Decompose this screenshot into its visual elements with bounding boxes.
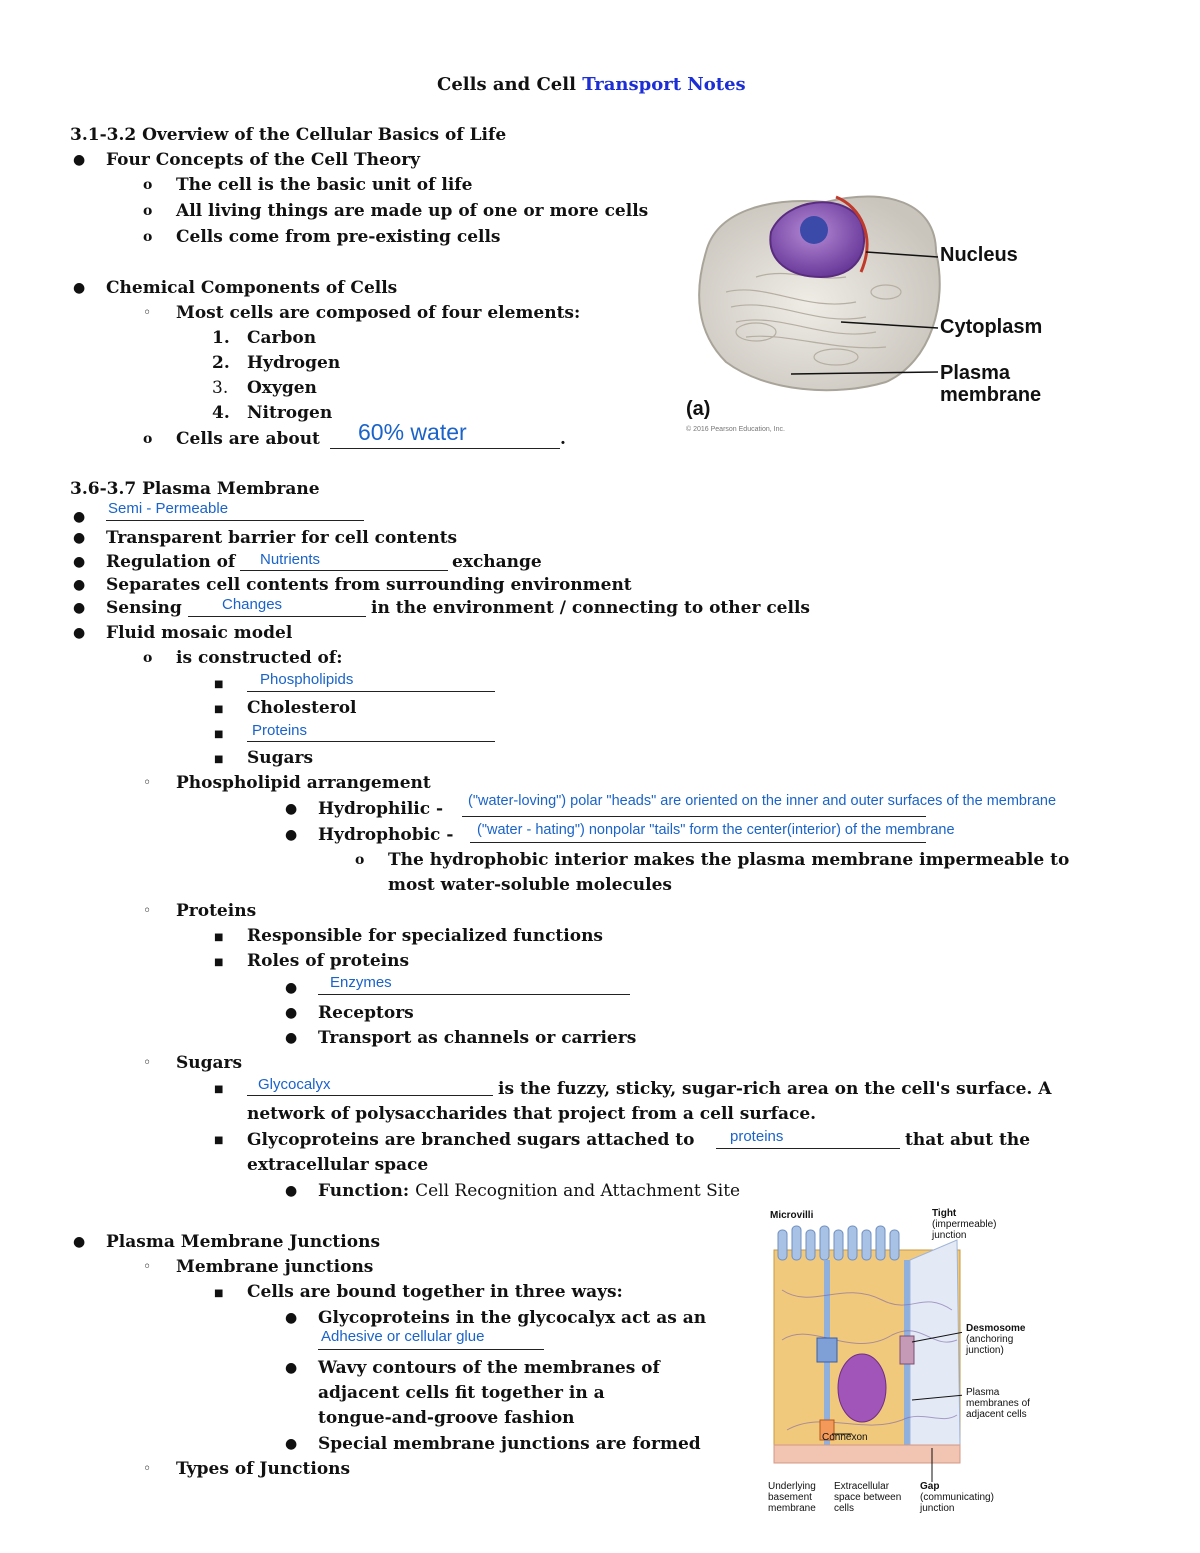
element-num-4: 4. <box>212 403 230 423</box>
concept-2: All living things are made up of one or more cells <box>176 201 649 221</box>
water-answer: 60% water <box>358 419 467 445</box>
fig-label-desmosome-1: Desmosome <box>966 1323 1026 1334</box>
function-label: Function: <box>318 1181 410 1201</box>
bullet-disc: ● <box>285 1183 298 1199</box>
bullet-circle: o <box>355 852 365 868</box>
semi-blank <box>106 520 364 521</box>
changes-blank <box>188 616 366 617</box>
specialized-prefix: Responsible for <box>247 926 396 946</box>
glycocalyx-text-2: network of polysaccharides that project from a cell surface. <box>247 1104 817 1124</box>
phospholipids-blank <box>247 691 495 692</box>
fig-label-extracellular-1: Extracellular <box>834 1481 890 1492</box>
bullet-square: ■ <box>214 957 224 968</box>
fig-label-plasma-2: membranes of <box>966 1398 1030 1409</box>
fluid-mosaic-heading: Fluid mosaic model <box>106 623 293 643</box>
glyco-act-text: Glycoproteins in the glycocalyx act as an <box>318 1308 707 1328</box>
function-text: Cell Recognition and Attachment Site <box>415 1181 741 1201</box>
proteins-heading: Proteins <box>176 901 257 921</box>
fig-label-tight-1: Tight <box>932 1208 957 1219</box>
answer-hydrophobic: ("water - hating") nonpolar "tails" form the center(interior) of the membrane <box>477 822 955 838</box>
regulation-suffix: exchange <box>452 552 542 572</box>
bullet-disc: ● <box>285 801 298 817</box>
fig-label-plasma-1: Plasma <box>966 1387 1000 1398</box>
fig-label-desmosome-3: junction) <box>966 1345 1004 1356</box>
bullet-disc: ● <box>73 600 86 616</box>
fig-label-gap-3: junction <box>920 1503 955 1514</box>
bullet-disc: ● <box>73 530 86 546</box>
element-1: Carbon <box>247 328 317 348</box>
page-title <box>437 74 746 96</box>
proteins-blank <box>247 741 495 742</box>
bullet-square: ■ <box>214 1288 224 1299</box>
specialized-functions-text <box>247 925 603 947</box>
hydrophilic-blank <box>462 816 926 817</box>
bullet-disc: ● <box>73 1234 86 1250</box>
fig-label-plasma: Plasma <box>940 362 1011 384</box>
element-3: Oxygen <box>247 378 317 398</box>
junctions-heading: Plasma Membrane Junctions <box>106 1232 381 1252</box>
fig-label-underlying-1: Underlying <box>768 1481 816 1492</box>
bullet-small-circle: ◦ <box>143 305 152 321</box>
transport-text: Transport as channels or carriers <box>318 1028 637 1048</box>
roles-heading: Roles of proteins <box>247 951 410 971</box>
specialized-bold: specialized functions <box>401 926 604 946</box>
constructed-text: is constructed of: <box>176 648 343 668</box>
hydrophobic-blank <box>470 842 926 843</box>
bullet-disc: ● <box>73 577 86 593</box>
water-suffix: . <box>560 429 566 449</box>
sensing-suffix: in the environment / connecting to other cells <box>371 598 810 618</box>
element-4: Nitrogen <box>247 403 333 423</box>
proteins2-blank <box>716 1148 900 1149</box>
glycoproteins-text-2: extracellular space <box>247 1155 429 1175</box>
fig-label-microvilli: Microvilli <box>770 1210 814 1221</box>
barrier-text: Transparent barrier for cell contents <box>106 528 458 548</box>
bullet-disc: ● <box>285 1005 298 1021</box>
answer-proteins-2: proteins <box>730 1128 784 1145</box>
enzymes-blank <box>318 994 630 995</box>
bullet-square: ■ <box>214 679 224 690</box>
answer-proteins: Proteins <box>252 722 308 739</box>
special-junctions-text: Special membrane junctions are formed <box>318 1434 701 1454</box>
title-part2: Transport Notes <box>582 74 746 95</box>
answer-phospholipids: Phospholipids <box>260 671 354 688</box>
section-heading-plasma-membrane: 3.6-3.7 Plasma Membrane <box>70 479 320 499</box>
cell-theory-heading: Four Concepts of the Cell Theory <box>106 150 421 170</box>
element-num-2: 2. <box>212 353 230 373</box>
bullet-disc: ● <box>285 980 298 996</box>
fig-copyright: © 2016 Pearson Education, Inc. <box>686 426 785 433</box>
adjacent-cell-shape <box>910 1240 960 1445</box>
function-line <box>318 1180 740 1202</box>
sugars-heading: Sugars <box>176 1053 243 1073</box>
types-of-junctions-heading: Types of Junctions <box>176 1459 351 1479</box>
bullet-square: ■ <box>214 1135 224 1146</box>
bullet-small-circle: ◦ <box>143 1055 152 1071</box>
bullet-square: ■ <box>214 704 224 715</box>
bullet-disc: ● <box>73 509 86 525</box>
fig-label-plasma-3: adjacent cells <box>966 1409 1027 1420</box>
answer-adhesive: Adhesive or cellular glue <box>321 1328 485 1345</box>
concept-3: Cells come from pre-existing cells <box>176 227 501 247</box>
bullet-circle: o <box>143 203 153 219</box>
hydrophobic-note-2: most water-soluble molecules <box>388 875 672 895</box>
hydrophobic-label: Hydrophobic - <box>318 825 454 845</box>
wavy-text-1: Wavy contours of the membranes of <box>318 1358 660 1378</box>
glycoproteins-suffix: that abut the <box>905 1130 1031 1150</box>
element-num-3: 3. <box>212 378 229 398</box>
regulation-prefix: Regulation of <box>106 552 236 572</box>
bullet-disc: ● <box>285 827 298 843</box>
cholesterol-text: Cholesterol <box>247 698 357 718</box>
fig-label-gap-1: Gap <box>920 1481 940 1492</box>
sensing-prefix: Sensing <box>106 598 182 618</box>
title-part1: Cells and Cell <box>437 74 576 95</box>
fig-label-cytoplasm: Cytoplasm <box>940 316 1043 338</box>
bullet-circle: o <box>143 177 153 193</box>
element-num-1: 1. <box>212 328 230 348</box>
bound-ways-text: Cells are bound together in three ways: <box>247 1282 623 1302</box>
answer-enzymes: Enzymes <box>330 974 392 991</box>
chemical-components-heading: Chemical Components of Cells <box>106 278 398 298</box>
section-heading-overview: 3.1-3.2 Overview of the Cellular Basics of Life <box>70 125 507 145</box>
bullet-small-circle: ◦ <box>143 775 152 791</box>
receptors-text: Receptors <box>318 1003 414 1023</box>
bullet-disc: ● <box>73 554 86 570</box>
answer-hydrophilic: ("water-loving") polar "heads" are oriented on the inner and outer surfaces of the membrane <box>468 793 1057 809</box>
glycocalyx-blank <box>247 1095 493 1096</box>
bullet-disc: ● <box>73 152 86 168</box>
bullet-circle: o <box>143 229 153 245</box>
answer-semi-permeable: Semi - Permeable <box>108 500 229 517</box>
adhesive-blank <box>318 1349 544 1350</box>
desmosome-shape-left <box>817 1338 837 1362</box>
phospholipid-arrangement-heading: Phospholipid arrangement <box>176 773 431 793</box>
bullet-small-circle: ◦ <box>143 1259 152 1275</box>
bullet-disc: ● <box>285 1436 298 1452</box>
fig-label-underlying-3: membrane <box>768 1503 816 1514</box>
membrane-junctions-heading: Membrane junctions <box>176 1257 374 1277</box>
glycoproteins-prefix: Glycoproteins are branched sugars attached to <box>247 1130 695 1150</box>
bullet-square: ■ <box>214 729 224 740</box>
bullet-disc: ● <box>285 1030 298 1046</box>
answer-nutrients: Nutrients <box>260 551 321 568</box>
bullet-disc: ● <box>73 280 86 296</box>
bullet-disc: ● <box>73 625 86 641</box>
bullet-disc: ● <box>285 1310 298 1326</box>
hydrophilic-label: Hydrophilic - <box>318 799 444 819</box>
fig-label-membrane: membrane <box>940 384 1042 406</box>
water-blank <box>330 448 560 449</box>
fig-label-nucleus: Nucleus <box>940 244 1018 266</box>
separates-text: Separates cell contents from surrounding environment <box>106 575 632 595</box>
fig-label-extracellular-2: space between <box>834 1492 902 1503</box>
concept-1: The cell is the basic unit of life <box>176 175 473 195</box>
cell-nucleus-shape <box>838 1354 886 1422</box>
element-2: Hydrogen <box>247 353 341 373</box>
bullet-small-circle: ◦ <box>143 903 152 919</box>
hydrophobic-note-1: The hydrophobic interior makes the plasma membrane impermeable to <box>388 850 1070 870</box>
fig-label-tight-3: junction <box>932 1230 967 1241</box>
fig-label-gap-2: (communicating) <box>920 1492 994 1503</box>
fig-label-underlying-2: basement <box>768 1492 812 1503</box>
glycocalyx-text-1: is the fuzzy, sticky, sugar-rich area on the cell's surface. A <box>498 1079 1052 1099</box>
elements-intro: Most cells are composed of four elements: <box>176 303 581 323</box>
water-prefix: Cells are about <box>176 429 320 449</box>
fig-label-desmosome-2: (anchoring <box>966 1334 1014 1345</box>
fig-label-a: (a) <box>686 398 711 420</box>
bullet-disc: ● <box>285 1360 298 1376</box>
nutrients-blank <box>240 570 448 571</box>
desmosome-shape-right <box>900 1336 914 1364</box>
bullet-small-circle: ◦ <box>143 1461 152 1477</box>
bullet-square: ■ <box>214 1084 224 1095</box>
answer-glycocalyx: Glycocalyx <box>258 1076 331 1093</box>
bullet-square: ■ <box>214 932 224 943</box>
bullet-square: ■ <box>214 754 224 765</box>
sugars-item-text: Sugars <box>247 748 314 768</box>
microvilli-shapes <box>778 1226 899 1260</box>
fig-label-connexon: Connexon <box>822 1432 868 1443</box>
nucleolus-shape <box>800 216 828 244</box>
fig-label-tight-2: (impermeable) <box>932 1219 997 1230</box>
wavy-text-2: adjacent cells fit together in a <box>318 1383 605 1403</box>
bullet-circle: o <box>143 431 153 447</box>
fig-label-extracellular-3: cells <box>834 1503 855 1514</box>
answer-changes: Changes <box>222 596 283 613</box>
bullet-circle: o <box>143 650 153 666</box>
wavy-text-3: tongue-and-groove fashion <box>318 1408 575 1428</box>
